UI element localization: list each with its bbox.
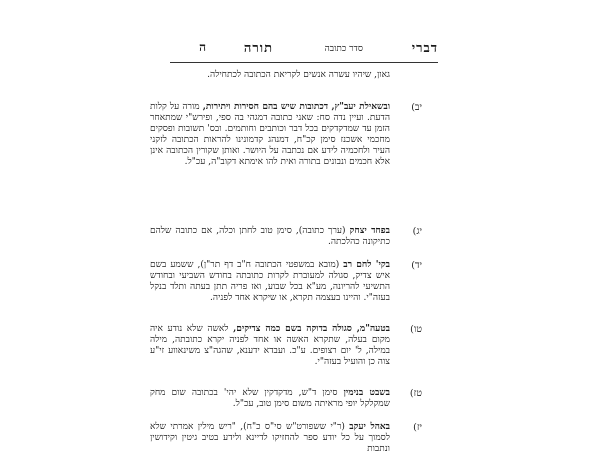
paragraph-lead: בקי' לחם רב — [343, 260, 390, 270]
page-number: ה — [199, 40, 206, 54]
paragraph-tz — [150, 388, 390, 410]
running-header — [170, 38, 438, 58]
paragraph-text: (ערך כתובה), סימן טוב לחתן וכלה, אם כתובה שלהם כתיקונה כהלכתה. — [150, 226, 390, 247]
paragraph-lead: באהל יעקב — [349, 422, 390, 432]
paragraph-yd — [150, 260, 390, 304]
paragraph-yb — [150, 102, 390, 168]
paragraph-number: טו) — [410, 324, 422, 335]
paragraph-text: (ר"י ששפורט"ש סי"ס כ"ח), "ריש מילין אמרתי שלא לסמוך על כל יודע ספר להחזיקו לדיינא ולידע בטיב גיטין וקידושין ונתבות — [150, 422, 390, 454]
header-title-left: תורה — [243, 41, 273, 56]
paragraph-text: מורה על קלות הדעת. ועיין נדה סח: שאני כתובה דמגהי בה ספי, ופירש"י שמתאחר הזמן עד שמדקדקים בכל דבר וכותבים וחותמים. ובס' תשובות ופסקים מחכמי אשכנז סימן קכ"ח, דמנהג קדמונינו להראות הכתובה לזקני העיר ולחכמיה לידע אם נכתבה על היושר. ואותן שקורין הכתובה אינן אלא חכמים ונבונים בתורה ואית להו אימתא דקוב"ה, עכ"ל. — [150, 102, 390, 167]
paragraph-text: לאשה שלא נודע איה מקום בעלה, שתקרא האשה או אחד לפניה יקרא כתובתה, מילה במילה, ל' יום רצופים. ע"כ. ועבדא ידענא, שהגה"צ משינאווע זי"ע צוה כן והועיל בעזה"י. — [150, 324, 390, 367]
paragraph-lead: בפחד יצחק — [349, 226, 390, 236]
paragraph-number: יד) — [411, 260, 422, 271]
paragraph-number: יג) — [412, 226, 422, 237]
header-rule — [170, 62, 438, 63]
paragraph-lead: בטעה"מ, סגולה בדוקה בשם כמה צדיקים, — [233, 324, 390, 334]
paragraph-text: סימן ד"ש, מדקדקין שלא יהי' בכתובה שום מחק שמקלקל יופי מראיתה משום סימן טוב, עכ"ל. — [150, 388, 390, 409]
paragraph-number: טז) — [409, 388, 422, 399]
header-subtitle: סדר כתובה — [324, 44, 363, 54]
paragraph-text: (מובא במשפטי הכתובה ח"ב דף תר"ן), ששמע בשם איש צדיק, סגולה למעוברת לקרות כתובתה בחודש השביעי ובחודש התשיעי להריונה, מע"א בכל שבוע, ואז פריה תתן בעתה ותלד בנקל בעזה"י. והיינו בעצמה תקרא, או שיקרא אחד לפניה. — [150, 260, 390, 303]
paragraph-yz — [150, 422, 390, 455]
paragraph-continuation — [150, 70, 390, 81]
paragraph-number: יב) — [411, 102, 422, 113]
paragraph-lead: בשבט בנימין — [343, 388, 390, 398]
paragraph-lead: ובשאילת יעב"ץ, דכתובות שיש בהם חסירות ויתירות, — [202, 102, 390, 112]
paragraph-number: יז) — [413, 422, 422, 433]
paragraph-tv — [150, 324, 390, 368]
paragraph-yg — [150, 226, 390, 248]
header-title-right: דברי — [411, 41, 438, 56]
paragraph-text: גאון, שיהיו עשרה אנשים לקריאת הכתובה לכתחילה. — [207, 70, 390, 80]
